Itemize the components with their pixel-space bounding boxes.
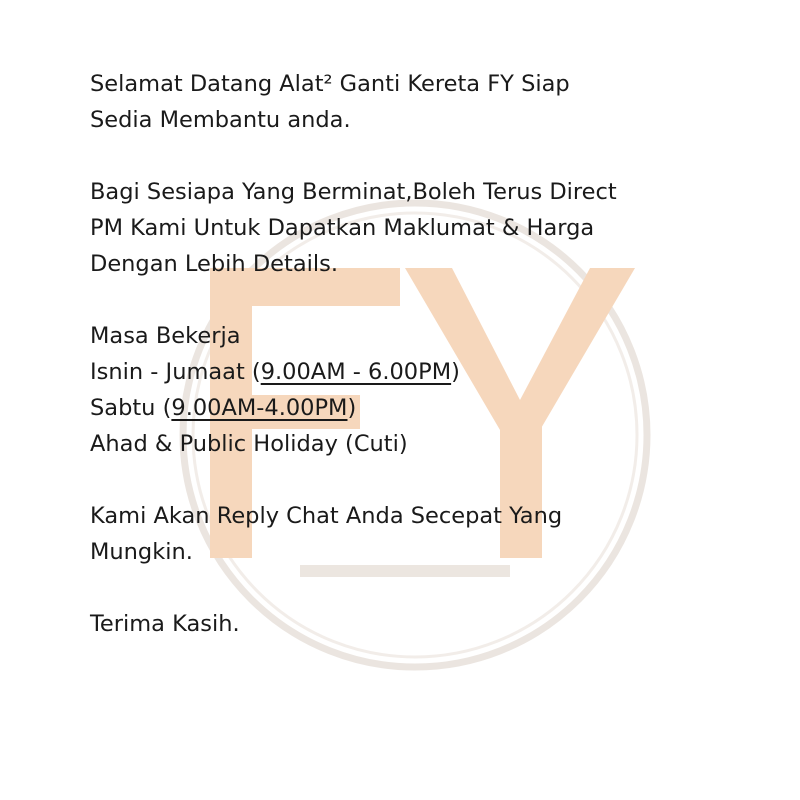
weekday-close: ) <box>451 359 460 385</box>
intro-line-1: Selamat Datang Alat² Ganti Kereta FY Siap <box>90 71 570 97</box>
contact-paragraph <box>90 174 770 282</box>
contact-line-1: Bagi Sesiapa Yang Berminat,Boleh Terus Direct <box>90 179 617 205</box>
thanks-paragraph <box>90 606 770 642</box>
holiday-hours: Ahad & Public Holiday (Cuti) <box>90 431 408 457</box>
saturday-label: Sabtu ( <box>90 395 172 421</box>
reply-line-1: Kami Akan Reply Chat Anda Secepat Yang <box>90 503 563 529</box>
weekday-time-link[interactable]: 9.00AM - 6.00PM <box>260 359 452 385</box>
weekday-hours <box>90 354 770 390</box>
working-hours-paragraph <box>90 318 770 462</box>
intro-paragraph <box>90 66 770 138</box>
saturday-close: ) <box>347 395 357 421</box>
working-hours-heading: Masa Bekerja <box>90 323 241 349</box>
saturday-hours <box>90 390 770 426</box>
saturday-time-link[interactable]: 9.00AM-4.00PM <box>171 395 348 421</box>
contact-line-3: Dengan Lebih Details. <box>90 251 338 277</box>
thanks-line: Terima Kasih. <box>90 611 240 637</box>
reply-paragraph <box>90 498 770 570</box>
reply-line-2: Mungkin. <box>90 539 193 565</box>
message-body <box>90 66 770 642</box>
contact-line-2: PM Kami Untuk Dapatkan Maklumat & Harga <box>90 215 595 241</box>
intro-line-2: Sedia Membantu anda. <box>90 107 351 133</box>
weekday-label: Isnin - Jumaat ( <box>90 359 261 385</box>
